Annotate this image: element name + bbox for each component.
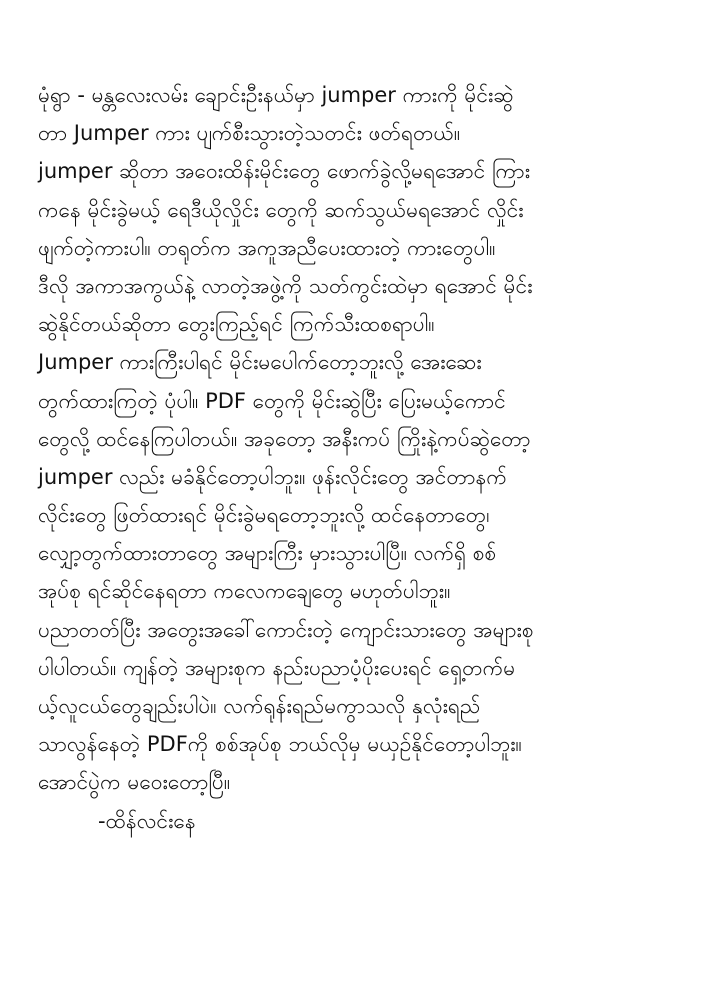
- text-line: သာလွန်နေတဲ့ PDFကို စစ်အုပ်စု ဘယ်လိုမှ မယှဉ်နိုင်တော့ပါဘူး။: [38, 732, 522, 757]
- text-line: ဖျက်တဲ့ကားပါ။ တရုတ်က အကူအညီပေးထားတဲ့ ကားတွေပါ။: [38, 235, 496, 260]
- text-line: ဆွဲနိုင်တယ်ဆိုတာ တွေးကြည့်ရင် ကြက်သီးထစရာပါ။: [38, 312, 435, 337]
- text-line: ဒီလို အကာအကွယ်နဲ့ လာတဲ့အဖွဲ့ကို သတ်ကွင်းထဲမှာ ရအောင် မိုင်း: [38, 273, 533, 298]
- text-line: jumper လည်း မခံနိုင်တော့ပါဘူး။ ဖုန်းလိုင်းတွေ အင်တာနက်: [38, 464, 507, 489]
- text-line: Jumper ကားကြီးပါရင် မိုင်းမပေါက်တော့ဘူးလို့ အေးဆေး: [38, 350, 482, 375]
- text-line: တာ Jumper ကား ပျက်စီးသွားတဲ့သတင်း ဖတ်ရတယ်။: [38, 121, 461, 146]
- text-line: တွက်ထားကြတဲ့ ပုံပါ။ PDF တွေကို မိုင်းဆွဲပြီး ပြေးမယ့်ကောင်: [38, 388, 506, 413]
- text-line: အောင်ပွဲက မဝေးတော့ပြီ။: [38, 770, 231, 795]
- text-line: လျှော့တွက်ထားတာတွေ အများကြီး မှားသွားပါပြီ။ လက်ရှိ စစ်: [38, 541, 497, 566]
- text-line: အုပ်စု ရင်ဆိုင်နေရတာ ကလေကချေတွေ မဟုတ်ပါဘူး။: [38, 579, 451, 604]
- text-line: လိုင်းတွေ ဖြတ်ထားရင် မိုင်းခွဲမရတော့ဘူးလို့ ထင်နေတာတွေ၊: [38, 503, 490, 528]
- text-line: ကနေ မိုင်းခွဲမယ့် ရေဒီယိုလှိုင်း တွေကို ဆက်သွယ်မရအောင် လှိုင်း: [38, 197, 524, 222]
- text-line: မုံရွာ - မန္တလေးလမ်း ချောင်းဦးနယ်မှာ jumper ကားကို မိုင်းဆွဲ: [38, 83, 514, 107]
- signature: -ထိန်လင်းနေ: [98, 808, 196, 833]
- text-line: ပညာတတ်ပြီး အတွေးအခေါ်ကောင်းတဲ့ ကျောင်းသားတွေ အများစု: [38, 617, 534, 642]
- document-body: [38, 76, 698, 840]
- text-line: jumper ဆိုတာ အဝေးထိန်းမိုင်းတွေ ဖောက်ခွဲလို့မရအောင် ကြား: [38, 159, 531, 184]
- text-line: တွေလို့ ထင်နေကြပါတယ်။ အခုတော့ အနီးကပ် ကြိုးနဲ့ကပ်ဆွဲတော့: [38, 426, 531, 451]
- text-line: ပါပါတယ်။ ကျန်တဲ့ အများစုက နည်းပညာပံ့ပိုးပေးရင် ရှေ့တက်မ: [38, 655, 516, 680]
- text-line: ယ့်လူငယ်တွေချည်းပါပဲ။ လက်ရုန်းရည်မကွာသလို နှလုံးရည်: [38, 694, 481, 718]
